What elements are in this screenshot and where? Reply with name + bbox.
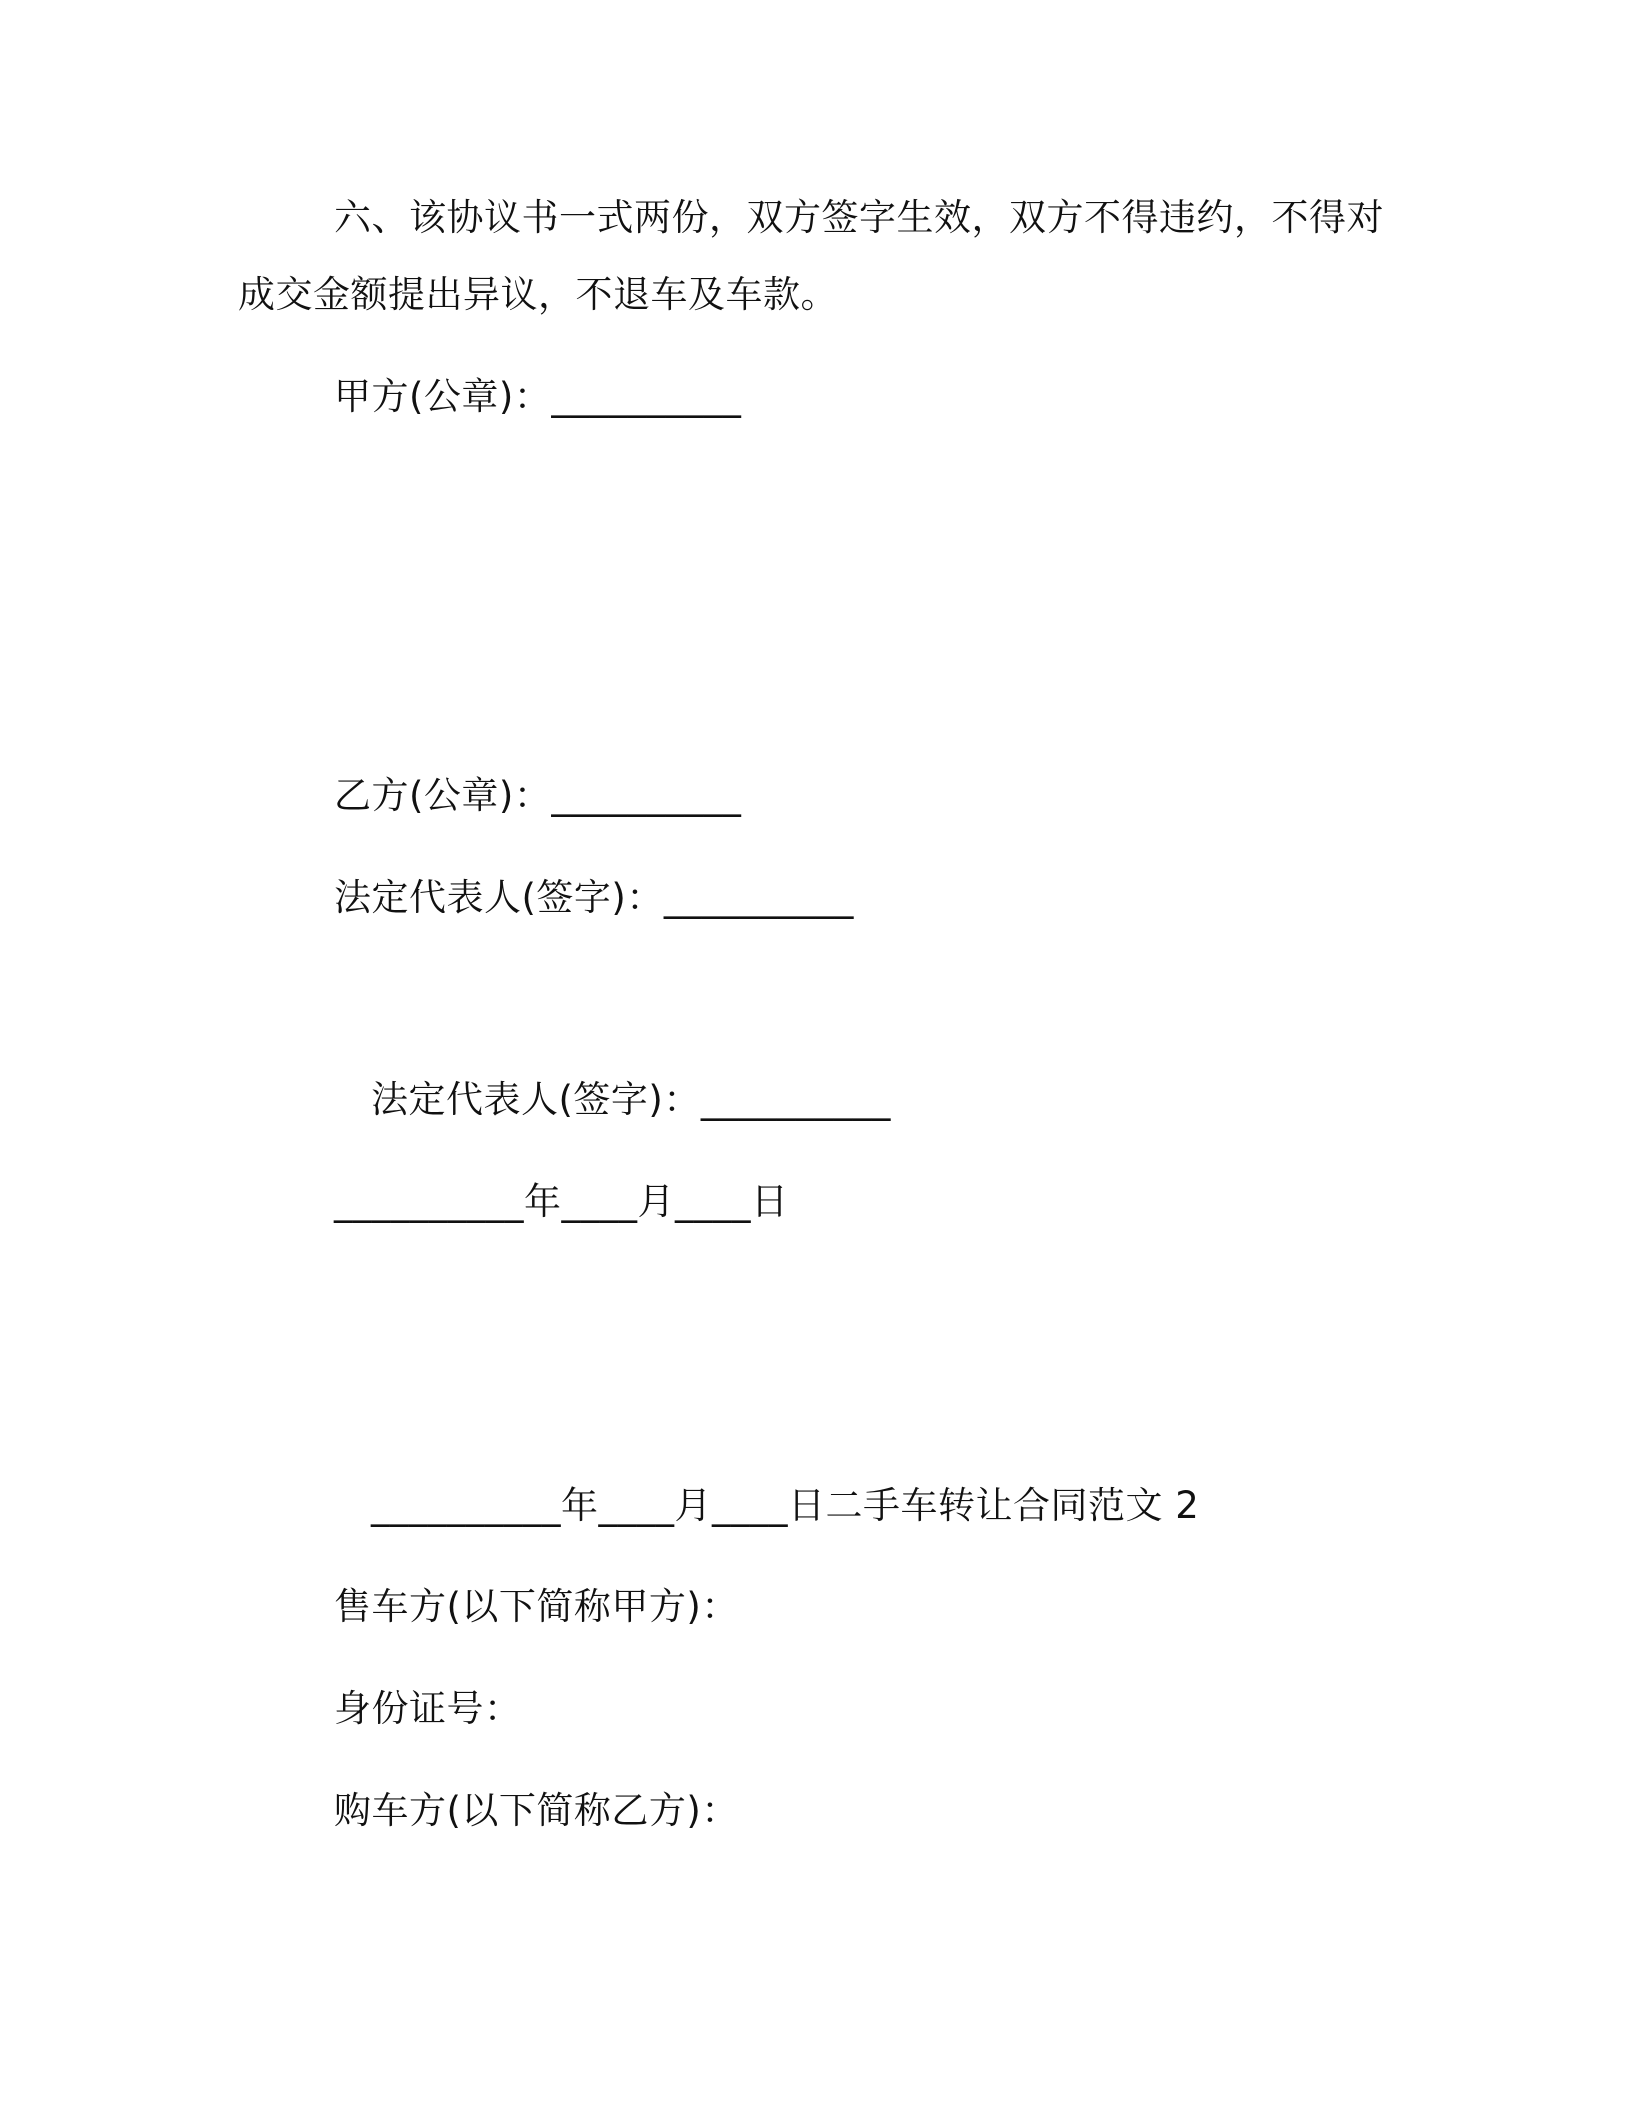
buyer-line: 购车方(以下简称乙方)：	[334, 1789, 739, 1832]
clause-six-line-2: 成交金额提出异议，不退车及车款。	[238, 273, 838, 316]
id-number-line: 身份证号：	[334, 1687, 522, 1730]
party-b-seal-line: 乙方(公章)：__________	[334, 774, 742, 817]
legal-representative-signature-line: 法定代表人(签字)：__________	[334, 876, 854, 919]
party-a-seal-line: 甲方(公章)：__________	[334, 375, 742, 418]
seller-line: 售车方(以下简称甲方)：	[334, 1585, 739, 1628]
clause-six-line-1: 六、该协议书一式两份，双方签字生效，双方不得违约，不得对	[334, 196, 1384, 239]
date-and-contract-title-line: __________年____月____日二手车转让合同范文 2	[371, 1484, 1200, 1527]
legal-representative-signature-line-2: 法定代表人(签字)：__________	[371, 1078, 891, 1121]
date-line: __________年____月____日	[334, 1180, 789, 1223]
